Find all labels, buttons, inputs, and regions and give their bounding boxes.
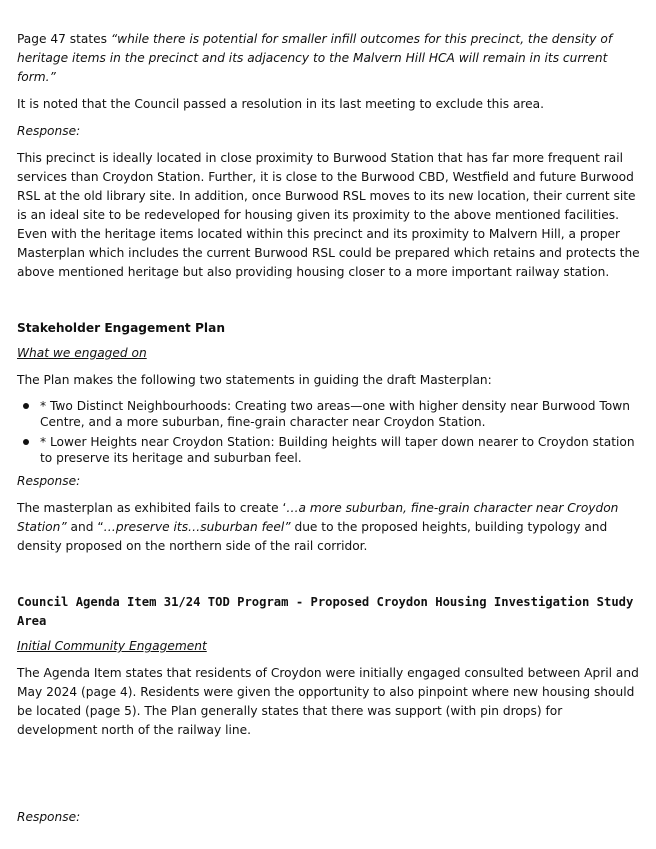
subheading-initial-community-engagement: Initial Community Engagement	[17, 639, 207, 653]
response-quote: …a more suburban, fine-grain character near Croydon Station”	[17, 501, 619, 534]
agenda-item-paragraph: The Agenda Item states that residents of Croydon were initially engaged consulted between April and May 2024 (page 4). Residents were given the opportunity to also pinpoint where new housing should be located (page 5). The Plan generally states that there was support (with pin drops) for development north of the railway line.	[17, 666, 639, 737]
list-item	[17, 398, 643, 430]
council-resolution-paragraph: It is noted that the Council passed a resolution in its last meeting to exclude this area.	[17, 97, 544, 111]
quote-lead-text: Page 47 states	[17, 32, 111, 46]
response-paragraph-masterplan	[17, 499, 643, 556]
quote-text: “while there is potential for smaller infill outcomes for this precinct, the density of heritage items in the precinct and its adjacency to the Malvern Hill HCA will remain in its current form.”	[17, 32, 613, 84]
response-text: and “	[66, 520, 104, 534]
response-label: Response:	[17, 124, 81, 138]
bullet-icon	[23, 403, 29, 409]
bullet-icon	[23, 439, 29, 445]
section-heading-stakeholder-engagement: Stakeholder Engagement Plan	[17, 321, 226, 335]
response-quote: …preserve its…suburban feel”	[103, 520, 291, 534]
plan-statements-intro: The Plan makes the following two statements in guiding the draft Masterplan:	[17, 373, 492, 387]
heritage-quote-paragraph	[17, 30, 643, 87]
list-item-text: * Two Distinct Neighbourhoods: Creating two areas—one with higher density near Burwood Town Centre, and a more suburban, fine-grain character near Croydon Station.	[40, 399, 630, 429]
subheading-what-we-engaged-on: What we engaged on	[17, 346, 147, 360]
response-text: due to the proposed heights, building typology and density proposed on the northern side of the rail corridor.	[17, 520, 608, 553]
list-item-text: * Lower Heights near Croydon Station: Building heights will taper down nearer to Croydon station to preserve its heritage and suburban feel.	[40, 435, 635, 465]
list-item	[17, 434, 643, 466]
section-heading-council-agenda: Council Agenda Item 31/24 TOD Program - Proposed Croydon Housing Investigation Study Area	[17, 595, 634, 628]
response-label: Response:	[17, 474, 81, 488]
document-page	[17, 30, 643, 827]
plan-statements-list	[17, 398, 643, 466]
response-text: The masterplan as exhibited fails to create ‘	[17, 501, 287, 515]
blank-space	[17, 740, 643, 808]
response-label: Response:	[17, 810, 81, 824]
response-paragraph-burwood: This precinct is ideally located in close proximity to Burwood Station that has far more frequent rail services than Croydon Station. Further, it is close to the Burwood CBD, Westfield and future Burwood RSL at the old library site. In addition, once Burwood RSL moves to its new location, their current site is an ideal site to be redeveloped for housing given its proximity to the above mentioned facilities. Even with the heritage items located within this precinct and its proximity to Malvern Hill, a proper Masterplan which includes the current Burwood RSL could be prepared which retains and protects the above mentioned heritage but also providing housing closer to a more important railway station.	[17, 151, 640, 279]
